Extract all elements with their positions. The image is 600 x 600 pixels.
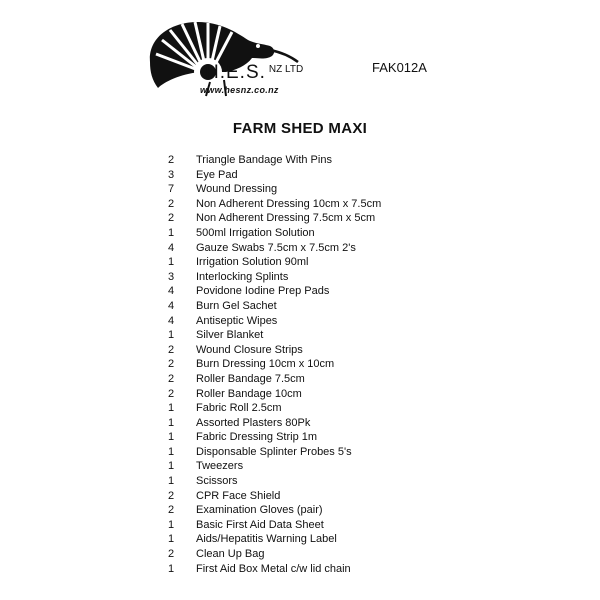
list-item [168, 387, 381, 402]
item-name: Tweezers [196, 460, 244, 473]
item-quantity: 4 [168, 241, 175, 254]
item-name: Wound Closure Strips [196, 343, 303, 356]
item-name: Scissors [196, 475, 238, 488]
contents-list [168, 153, 381, 576]
item-quantity: 2 [168, 197, 175, 210]
list-item [168, 153, 381, 168]
item-quantity: 7 [168, 183, 175, 196]
list-item [168, 168, 381, 183]
list-item [168, 328, 381, 343]
item-quantity: 2 [168, 212, 175, 225]
item-name: Disponsable Splinter Probes 5's [196, 445, 352, 458]
item-quantity: 3 [168, 168, 175, 181]
item-name: Burn Dressing 10cm x 10cm [196, 358, 335, 371]
list-item [168, 226, 381, 241]
item-name: CPR Face Shield [196, 489, 281, 502]
item-quantity: 2 [168, 358, 175, 371]
item-name: Aids/Hepatitis Warning Label [196, 533, 337, 546]
item-name: Basic First Aid Data Sheet [196, 518, 324, 531]
item-quantity: 1 [168, 431, 175, 444]
item-quantity: 2 [168, 372, 175, 385]
item-quantity: 1 [168, 562, 175, 575]
item-name: 500ml Irrigation Solution [196, 226, 315, 239]
item-name: Antiseptic Wipes [196, 314, 278, 327]
item-name: Povidone Iodine Prep Pads [196, 285, 330, 298]
list-item [168, 459, 381, 474]
list-item [168, 474, 381, 489]
list-item [168, 211, 381, 226]
list-item [168, 416, 381, 431]
list-item [168, 518, 381, 533]
item-quantity: 2 [168, 387, 175, 400]
list-item [168, 503, 381, 518]
item-name: Assorted Plasters 80Pk [196, 416, 311, 429]
item-name: Eye Pad [196, 168, 238, 181]
brand-suffix: NZ LTD [268, 64, 304, 75]
brand-name-text: H.E.S. [205, 62, 266, 83]
item-name: Interlocking Splints [196, 270, 289, 283]
item-name: Irrigation Solution 90ml [196, 256, 309, 269]
item-quantity: 1 [168, 460, 175, 473]
item-name: Wound Dressing [196, 183, 278, 196]
brand-url: www.hesnz.co.nz [200, 85, 279, 95]
item-name: Gauze Swabs 7.5cm x 7.5cm 2's [196, 241, 356, 254]
item-quantity: 2 [168, 154, 175, 166]
item-quantity: 2 [168, 504, 175, 517]
list-item [168, 197, 381, 212]
list-item [168, 182, 381, 197]
item-quantity: 1 [168, 518, 175, 531]
list-item [168, 430, 381, 445]
page-title: FARM SHED MAXI [232, 120, 368, 137]
item-quantity: 1 [168, 256, 175, 269]
item-name: First Aid Box Metal c/w lid chain [196, 562, 351, 575]
item-quantity: 1 [168, 475, 175, 488]
list-item [168, 255, 381, 270]
list-item [168, 562, 381, 577]
item-name: Non Adherent Dressing 10cm x 7.5cm [196, 197, 382, 210]
item-quantity: 4 [168, 314, 175, 327]
item-name: Silver Blanket [196, 329, 264, 342]
list-item [168, 284, 381, 299]
list-item [168, 401, 381, 416]
list-item [168, 357, 381, 372]
item-name: Burn Gel Sachet [196, 299, 277, 312]
list-item [168, 299, 381, 314]
product-code: FAK012A [372, 60, 427, 75]
item-name: Non Adherent Dressing 7.5cm x 5cm [196, 212, 376, 225]
item-quantity: 1 [168, 445, 175, 458]
item-name: Triangle Bandage With Pins [196, 154, 332, 166]
list-item [168, 547, 381, 562]
list-item [168, 241, 381, 256]
list-item [168, 314, 381, 329]
list-item [168, 489, 381, 504]
item-name: Roller Bandage 10cm [196, 387, 302, 400]
item-quantity: 1 [168, 329, 175, 342]
item-name: Fabric Dressing Strip 1m [196, 431, 318, 444]
item-quantity: 2 [168, 548, 175, 561]
item-quantity: 4 [168, 299, 175, 312]
list-item [168, 372, 381, 387]
item-name: Clean Up Bag [196, 548, 265, 561]
item-quantity: 1 [168, 416, 175, 429]
item-quantity: 3 [168, 270, 175, 283]
list-item [168, 270, 381, 285]
list-item [168, 532, 381, 547]
item-quantity: 2 [168, 489, 175, 502]
item-quantity: 1 [168, 226, 175, 239]
item-quantity: 1 [168, 533, 175, 546]
item-name: Fabric Roll 2.5cm [196, 402, 282, 415]
list-item [168, 343, 381, 358]
item-name: Examination Gloves (pair) [196, 504, 323, 517]
item-quantity: 2 [168, 343, 175, 356]
brand-name [205, 62, 303, 84]
item-quantity: 4 [168, 285, 175, 298]
list-item [168, 445, 381, 460]
item-name: Roller Bandage 7.5cm [196, 372, 305, 385]
item-quantity: 1 [168, 402, 175, 415]
